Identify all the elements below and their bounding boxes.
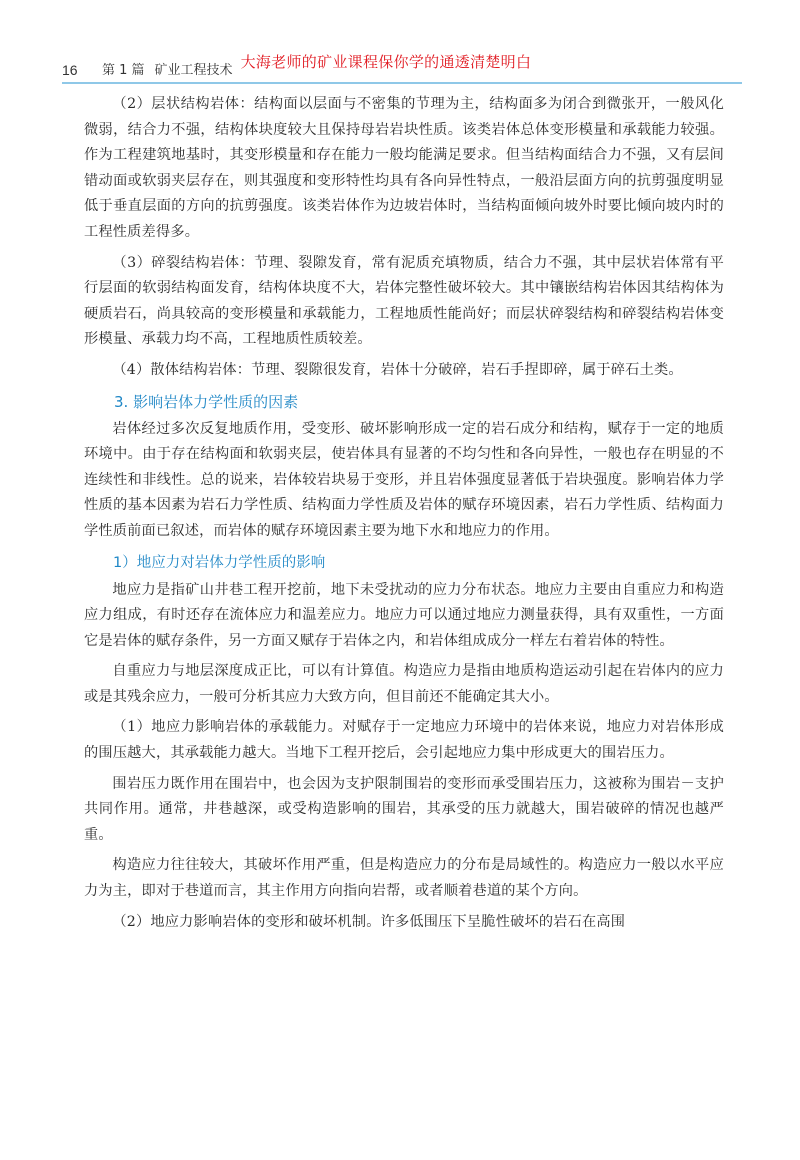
paragraph-deformation-failure: （2）地应力影响岩体的变形和破坏机制。许多低围压下呈脆性破坏的岩石在高围 [112,913,626,930]
paragraph-surrounding-rock-pressure: 围岩压力既作用在围岩中，也会因为支护限制围岩的变形而承受围岩压力，这被称为围岩－支护共同作用。通常，井巷越深，或受构造影响的围岩，其承受的压力就越大，围岩破碎的情况也越严重。 [84,775,724,843]
section-heading-3: 3. 影响岩体力学性质的因素 [114,392,299,411]
paragraph-gravity-tectonic-stress: 自重应力与地层深度成正比，可以有计算值。构造应力是指由地质构造运动引起在岩体内的应力或是其残余应力，一般可分析其应力大致方向，但目前还不能确定其大小。 [84,663,724,705]
paragraph-loose-structure: （4）散体结构岩体：节理、裂隙很发育，岩体十分破碎，岩石手捏即碎，属于碎石土类。 [112,361,683,378]
chapter-title: 矿业工程技术 [154,63,233,78]
running-header [62,52,742,78]
subsection-heading-1: 1）地应力对岩体力学性质的影响 [113,554,326,571]
paragraph-ground-stress-definition: 地应力是指矿山井巷工程开挖前，地下未受扰动的应力分布状态。地应力主要由自重应力和构造应力组成，有时还存在流体应力和温差应力。地应力可以通过地应力测量获得，具有双重性，一方面它是岩体的赋存条件，另一方面又赋存于岩体之内，和岩体组成成分一样左右着岩体的特性。 [84,581,724,649]
paragraph-factors-intro: 岩体经过多次反复地质作用，受变形、破坏影响形成一定的岩石成分和结构，赋存于一定的地质环境中。由于存在结构面和软弱夹层，使岩体具有显著的不均匀性和各向异性，一般也存在明显的不连续性和非线性。总的说来，岩体较岩块易于变形，并且岩体强度显著低于岩块强度。影响岩体力学性质的基本因素为岩石力学性质、结构面力学性质及岩体的赋存环境因素，岩石力学性质、结构面力学性质前面已叙述，而岩体的赋存环境因素主要为地下水和地应力的作用。 [84,420,724,539]
paragraph-bearing-capacity: （1）地应力影响岩体的承载能力。对赋存于一定地应力环境中的岩体来说，地应力对岩体形成的围压越大，其承载能力越大。当地下工程开挖后，会引起地应力集中形成更大的围岩压力。 [84,719,724,762]
header-rule [62,82,742,84]
watermark-text: 大海老师的矿业课程保你学的通透清楚明白 [240,53,532,71]
part-label: 第 1 篇 [102,63,145,78]
body-text [84,92,724,940]
paragraph-layered-structure: （2）层状结构岩体：结构面以层面与不密集的节理为主，结构面多为闭合到微张开，一般风化微弱，结合力不强，结构体块度较大且保持母岩岩块性质。该类岩体总体变形模量和承载能力较强。作为工程建筑地基时，其变形模量和存在能力一般均能满足要求。但当结构面结合力不强，又有层间错动面或软弱夹层存在，则其强度和变形特性均具有各向异性特点，一般沿层面方向的抗剪强度明显低于垂直层面的方向的抗剪强度。该类岩体作为边坡岩体时，当结构面倾向坡外时要比倾向坡内时的工程性质差得多。 [84,96,724,240]
page-number: 16 [62,62,78,78]
paragraph-tectonic-stress: 构造应力往往较大，其破坏作用严重，但是构造应力的分布是局域性的。构造应力一般以水平应力为主，即对于巷道而言，其主作用方向指向岩帮，或者顺着巷道的某个方向。 [84,857,724,900]
paragraph-fractured-structure: （3）碎裂结构岩体：节理、裂隙发育，常有泥质充填物质，结合力不强，其中层状岩体常有平行层面的软弱结构面发育，结构体块度不大，岩体完整性破坏较大。其中镶嵌结构岩体因其结构体为硬质岩石，尚具较高的变形模量和承载能力，工程地质性能尚好；而层状碎裂结构和碎裂结构岩体变形模量、承载力均不高，工程地质性质较差。 [84,254,724,348]
